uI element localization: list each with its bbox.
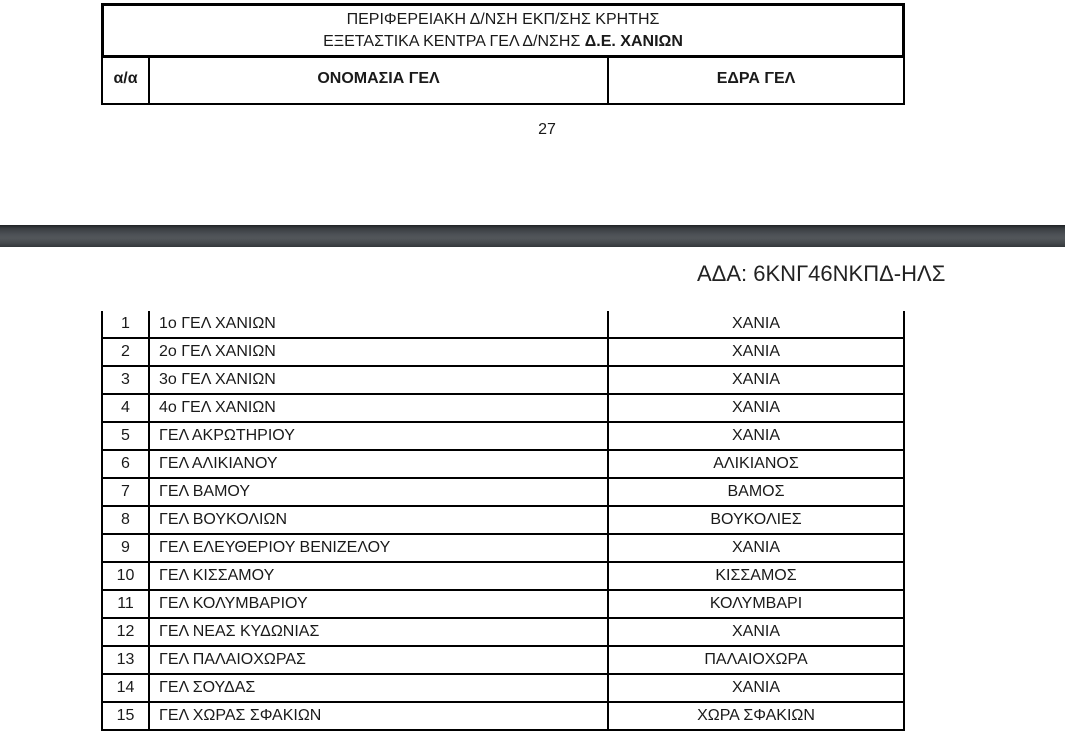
row-index-cell: 1 bbox=[103, 311, 150, 337]
page-separator-bar bbox=[0, 225, 1065, 247]
row-index-cell: 9 bbox=[103, 535, 150, 561]
row-school-name-cell: ΓΕΛ ΑΚΡΩΤΗΡΙΟΥ bbox=[150, 423, 609, 449]
row-seat-cell: ΧΑΝΙΑ bbox=[731, 315, 780, 332]
table-row bbox=[101, 339, 905, 367]
row-index-cell: 8 bbox=[103, 507, 150, 533]
row-school-name-cell: ΓΕΛ ΚΟΛΥΜΒΑΡΙΟΥ bbox=[150, 591, 609, 617]
row-seat-cell: ΚΟΛΥΜΒΑΡΙ bbox=[709, 595, 803, 612]
table-title-box bbox=[101, 3, 905, 58]
row-school-name-cell: 1ο ΓΕΛ ΧΑΝΙΩΝ bbox=[150, 311, 609, 337]
table-row bbox=[101, 535, 905, 563]
table-title-line2 bbox=[104, 31, 902, 53]
row-seat-cell: ΑΛΙΚΙΑΝΟΣ bbox=[713, 455, 799, 472]
row-seat-cell: ΧΑΝΙΑ bbox=[731, 539, 780, 556]
row-seat-cell: ΧΩΡΑ ΣΦΑΚΙΩΝ bbox=[697, 707, 815, 724]
table-title-line2-directorate: Δ.Ε. ΧΑΝΙΩΝ bbox=[584, 32, 683, 50]
row-school-name-cell: ΓΕΛ ΒΟΥΚΟΛΙΩΝ bbox=[150, 507, 609, 533]
row-school-name-cell: ΓΕΛ ΒΑΜΟΥ bbox=[150, 479, 609, 505]
row-school-name-cell: ΓΕΛ ΝΕΑΣ ΚΥΔΩΝΙΑΣ bbox=[150, 619, 609, 645]
table-row bbox=[101, 647, 905, 675]
table-row bbox=[101, 703, 905, 731]
table-row bbox=[101, 619, 905, 647]
row-seat-cell: ΠΑΛΑΙΟΧΩΡΑ bbox=[704, 651, 808, 668]
column-header-seat: ΕΔΡΑ ΓΕΛ bbox=[716, 69, 796, 87]
row-index-cell: 2 bbox=[103, 339, 150, 365]
row-index-cell: 5 bbox=[103, 423, 150, 449]
row-school-name-cell: ΓΕΛ ΧΩΡΑΣ ΣΦΑΚΙΩΝ bbox=[150, 703, 609, 729]
row-index-cell: 3 bbox=[103, 367, 150, 393]
table-title-line1: ΠΕΡΙΦΕΡΕΙΑΚΗ Δ/ΝΣΗ ΕΚΠ/ΣΗΣ ΚΡΗΤΗΣ bbox=[346, 10, 660, 28]
row-index-cell: 15 bbox=[103, 703, 150, 729]
row-school-name-cell: 4ο ΓΕΛ ΧΑΝΙΩΝ bbox=[150, 395, 609, 421]
table-row bbox=[101, 479, 905, 507]
row-index-cell: 11 bbox=[103, 591, 150, 617]
row-school-name-cell: ΓΕΛ ΑΛΙΚΙΑΝΟΥ bbox=[150, 451, 609, 477]
exam-centers-table-body bbox=[101, 311, 905, 731]
row-seat-cell: ΧΑΝΙΑ bbox=[731, 623, 780, 640]
row-seat-cell: ΒΑΜΟΣ bbox=[727, 483, 785, 500]
table-row bbox=[101, 367, 905, 395]
row-seat-cell: ΧΑΝΙΑ bbox=[731, 679, 780, 696]
table-column-header-row bbox=[101, 58, 905, 105]
table-row bbox=[101, 507, 905, 535]
column-header-index: α/α bbox=[103, 58, 150, 103]
row-seat-cell: ΚΙΣΣΑΜΟΣ bbox=[715, 567, 797, 584]
table-row bbox=[101, 563, 905, 591]
table-row bbox=[101, 675, 905, 703]
row-seat-cell: ΧΑΝΙΑ bbox=[731, 371, 780, 388]
row-school-name-cell: ΓΕΛ ΣΟΥΔΑΣ bbox=[150, 675, 609, 701]
row-index-cell: 4 bbox=[103, 395, 150, 421]
row-index-cell: 13 bbox=[103, 647, 150, 673]
row-school-name-cell: ΓΕΛ ΕΛΕΥΘΕΡΙΟΥ ΒΕΝΙΖΕΛΟΥ bbox=[150, 535, 609, 561]
row-seat-cell: ΧΑΝΙΑ bbox=[731, 399, 780, 416]
row-seat-cell: ΧΑΝΙΑ bbox=[731, 343, 780, 360]
table-row bbox=[101, 311, 905, 339]
row-school-name-cell: ΓΕΛ ΚΙΣΣΑΜΟΥ bbox=[150, 563, 609, 589]
table-row bbox=[101, 451, 905, 479]
page-number: 27 bbox=[538, 121, 556, 138]
column-header-school-name: ΟΝΟΜΑΣΙΑ ΓΕΛ bbox=[150, 58, 609, 103]
row-index-cell: 6 bbox=[103, 451, 150, 477]
table-row bbox=[101, 423, 905, 451]
row-index-cell: 12 bbox=[103, 619, 150, 645]
table-row bbox=[101, 395, 905, 423]
row-index-cell: 10 bbox=[103, 563, 150, 589]
row-school-name-cell: 3ο ΓΕΛ ΧΑΝΙΩΝ bbox=[150, 367, 609, 393]
row-school-name-cell: ΓΕΛ ΠΑΛΑΙΟΧΩΡΑΣ bbox=[150, 647, 609, 673]
table-title-line2-prefix: ΕΞΕΤΑΣΤΙΚΑ ΚΕΝΤΡΑ ΓΕΛ Δ/ΝΣΗΣ bbox=[323, 32, 585, 50]
row-index-cell: 7 bbox=[103, 479, 150, 505]
row-seat-cell: ΧΑΝΙΑ bbox=[731, 427, 780, 444]
exam-centers-table-header bbox=[101, 3, 905, 105]
row-index-cell: 14 bbox=[103, 675, 150, 701]
row-school-name-cell: 2ο ΓΕΛ ΧΑΝΙΩΝ bbox=[150, 339, 609, 365]
table-row bbox=[101, 591, 905, 619]
ada-stamp: ΑΔΑ: 6ΚΝΓ46ΝΚΠΔ-ΗΛΣ bbox=[697, 261, 946, 286]
row-seat-cell: ΒΟΥΚΟΛΙΕΣ bbox=[710, 511, 802, 528]
